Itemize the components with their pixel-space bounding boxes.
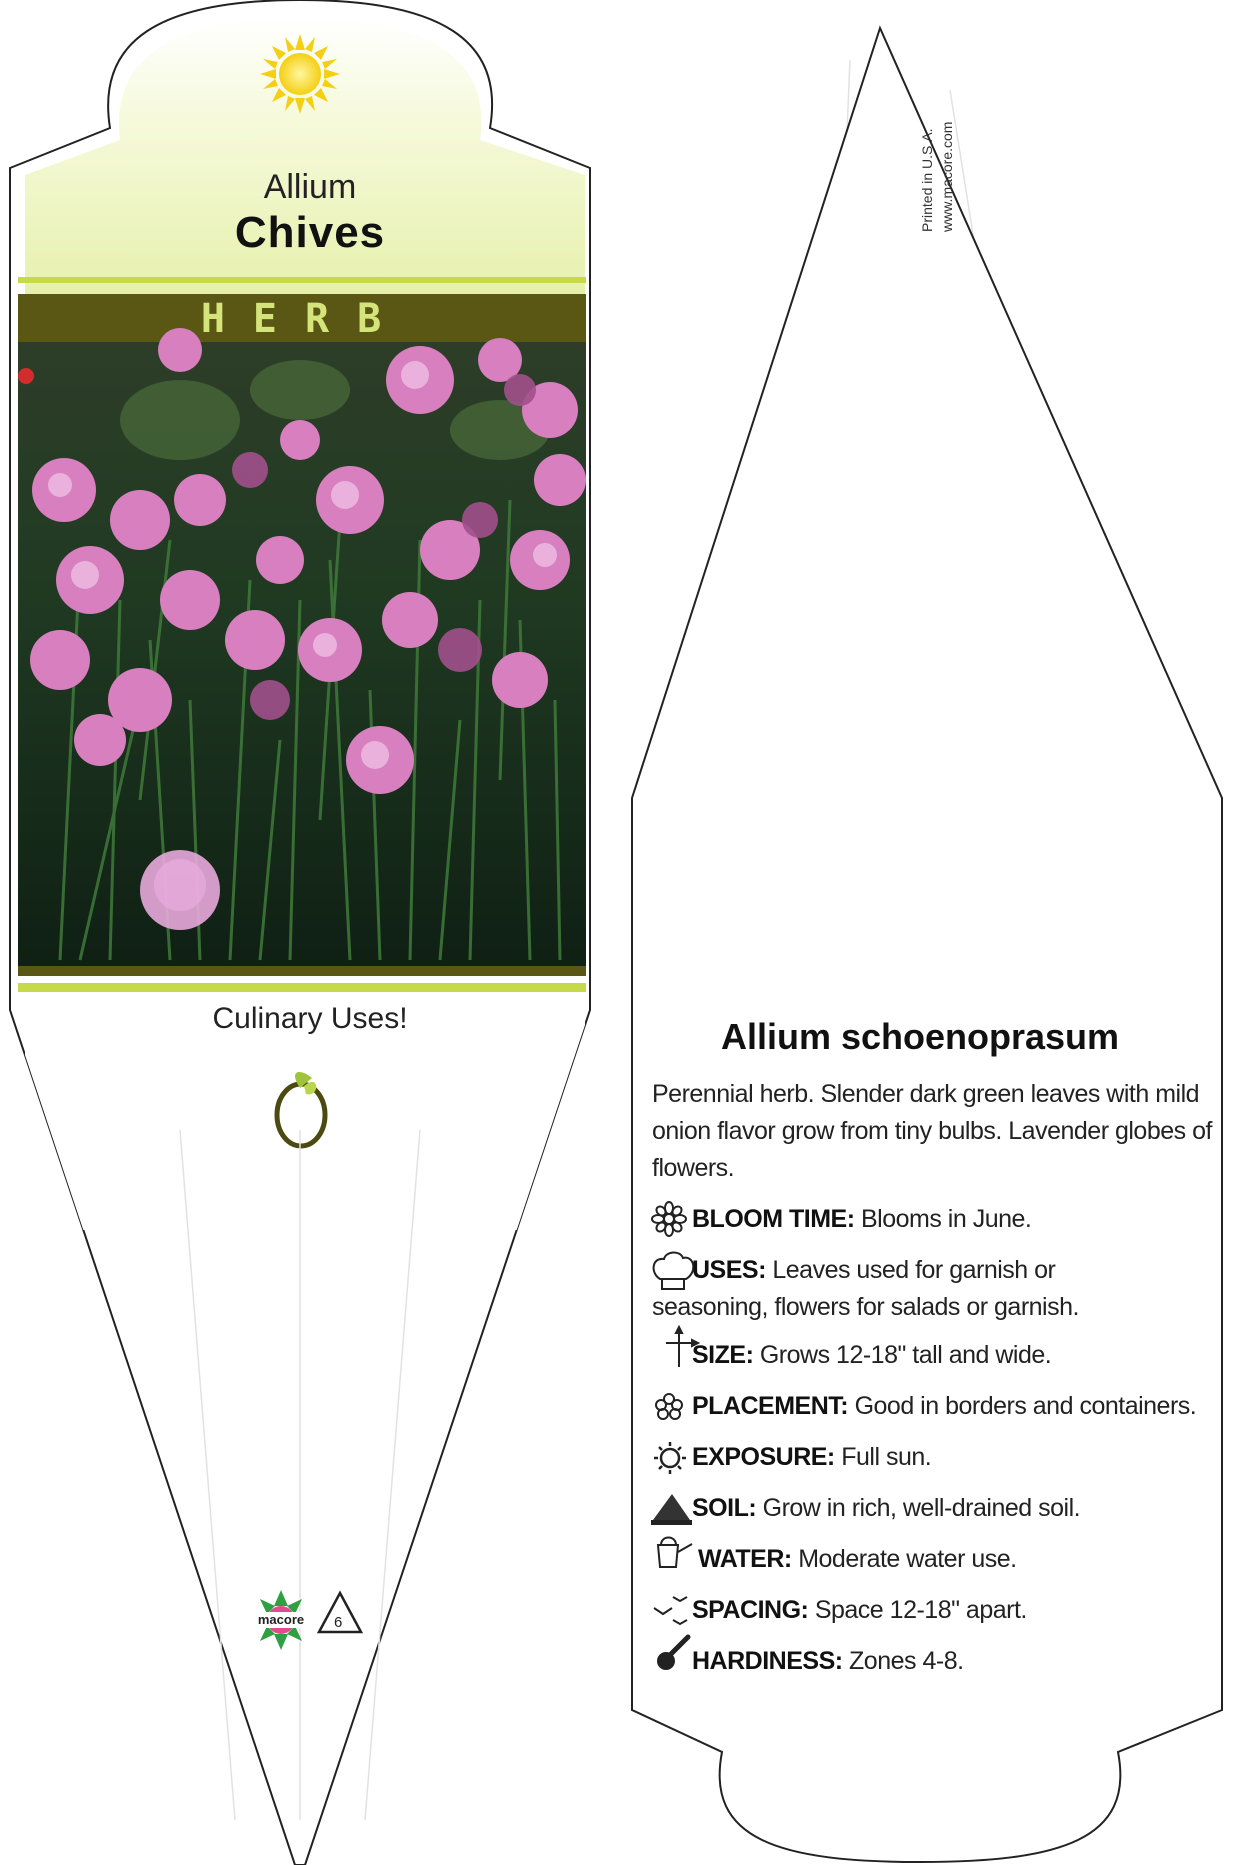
plant-photo <box>18 328 586 966</box>
recycle-code: 6 <box>334 1614 343 1631</box>
sun-icon <box>260 34 340 114</box>
category-label: HERB <box>200 296 410 342</box>
plant-description: Perennial herb. Slender dark green leaves with mild onion flavor grow from tiny bulbs. Lavender globes of flowers. <box>652 1080 1212 1182</box>
attr-label: EXPOSURE: <box>692 1443 835 1471</box>
macore-brand-text: macore <box>257 1612 305 1627</box>
attr-label: USES: <box>692 1256 766 1284</box>
attr-spacing <box>652 1592 1222 1629</box>
attr-value: Grow in rich, well-drained soil. <box>762 1494 1081 1522</box>
attr-value: Good in borders and containers. <box>854 1392 1197 1420</box>
attr-label: SIZE: <box>692 1341 754 1369</box>
attr-exposure <box>652 1439 1222 1476</box>
attr-value: Moderate water use. <box>798 1545 1017 1573</box>
bottom-dark-stripe <box>18 966 586 976</box>
attr-label: HARDINESS: <box>692 1647 843 1675</box>
attr-label: SOIL: <box>692 1494 757 1522</box>
attr-label: BLOOM TIME: <box>692 1205 855 1233</box>
back-tag <box>632 28 1222 1862</box>
attr-hardiness <box>652 1643 1222 1680</box>
attr-value: Grows 12-18" tall and wide. <box>759 1341 1052 1369</box>
attr-value: Leaves used for garnish or seasoning, flowers for salads or garnish. <box>652 1256 1079 1321</box>
genus-name: Allium <box>263 168 357 206</box>
attr-water <box>652 1541 1222 1578</box>
attr-value: Space 12-18" apart. <box>814 1596 1027 1624</box>
botanical-name: Allium schoenoprasum <box>720 1016 1120 1057</box>
printed-in-text: Printed in U.S.A. <box>919 128 935 232</box>
common-name: Chives <box>234 208 386 257</box>
attr-soil <box>652 1490 1222 1527</box>
attr-value: Blooms in June. <box>860 1205 1032 1233</box>
top-light-stripe <box>18 277 586 283</box>
attr-label: SPACING: <box>692 1596 809 1624</box>
website-text: www.macore.com <box>939 121 955 232</box>
tagline: Culinary Uses! <box>212 1002 408 1035</box>
attr-size <box>652 1337 1222 1374</box>
attr-value: Full sun. <box>841 1443 932 1471</box>
attr-value: Zones 4-8. <box>849 1647 964 1675</box>
attr-bloom-time <box>652 1201 1222 1238</box>
attr-uses <box>652 1252 1177 1326</box>
attr-placement <box>652 1388 1222 1425</box>
attr-label: PLACEMENT: <box>692 1392 849 1420</box>
attr-label: WATER: <box>698 1545 792 1573</box>
bottom-light-stripe <box>18 983 586 992</box>
